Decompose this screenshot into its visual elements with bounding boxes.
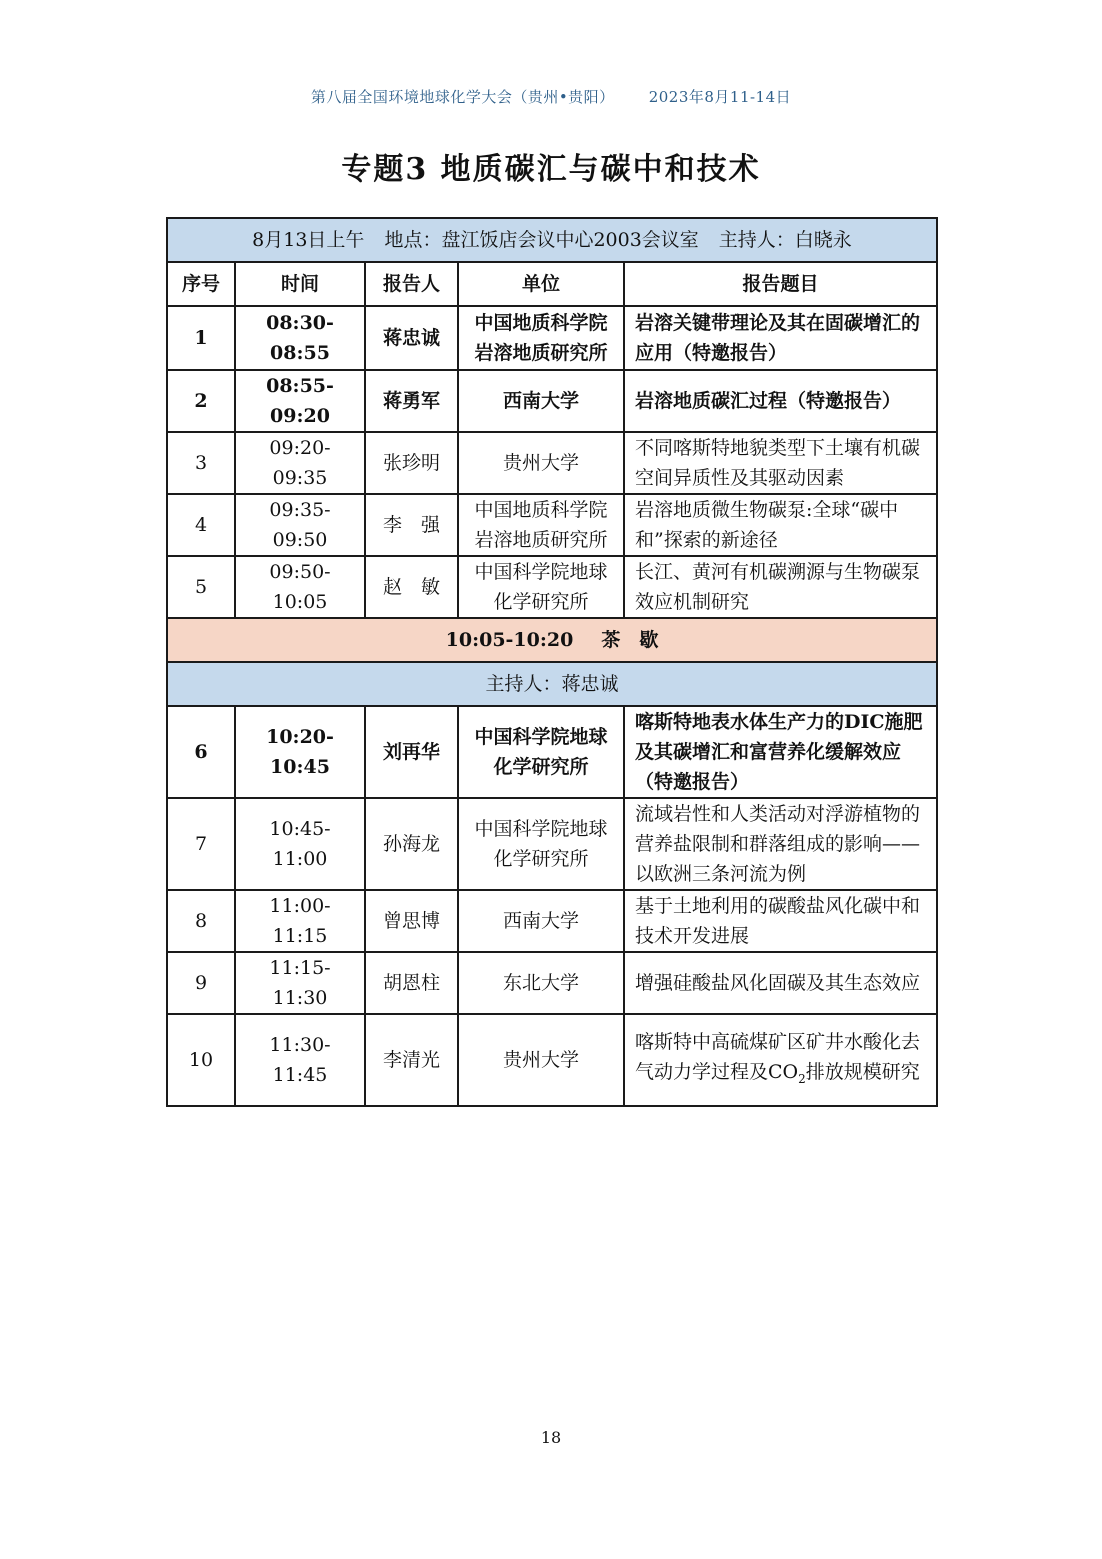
talk-time: 09:35-09:50: [235, 494, 365, 556]
talk-no: 2: [167, 370, 235, 432]
talk-no: 10: [167, 1014, 235, 1106]
talk-no: 5: [167, 556, 235, 618]
tea-break-label: 茶 歇: [601, 629, 659, 651]
talk-speaker: 刘再华: [365, 706, 458, 798]
table-row: [167, 556, 937, 618]
talk-topic: 长江、黄河有机碳溯源与生物碳泵效应机制研究: [624, 556, 937, 618]
talk-unit: 贵州大学: [458, 1014, 624, 1106]
session-date: 8月13日上午: [252, 229, 365, 251]
talk-no: 8: [167, 890, 235, 952]
talk-unit: 中国科学院地球化学研究所: [458, 706, 624, 798]
topic-subscript: 2: [798, 1071, 806, 1086]
col-header-unit: 单位: [458, 262, 624, 306]
table-row: [167, 706, 937, 798]
talk-time: 11:30-11:45: [235, 1014, 365, 1106]
table-row: [167, 952, 937, 1014]
talk-speaker: 张珍明: [365, 432, 458, 494]
col-header-topic: 报告题目: [624, 262, 937, 306]
talk-time: 09:20-09:35: [235, 432, 365, 494]
talk-speaker: 李清光: [365, 1014, 458, 1106]
talk-speaker: 胡恩柱: [365, 952, 458, 1014]
talk-unit: 贵州大学: [458, 432, 624, 494]
talk-unit: 中国地质科学院岩溶地质研究所: [458, 494, 624, 556]
talk-topic: 增强硅酸盐风化固碳及其生态效应: [624, 952, 937, 1014]
topic-text-pre: 喀斯特中高硫煤矿区矿井水酸化去气动力学过程及CO: [635, 1030, 921, 1083]
talk-no: 1: [167, 306, 235, 370]
col-header-time: 时间: [235, 262, 365, 306]
talk-unit: 中国地质科学院岩溶地质研究所: [458, 306, 624, 370]
topic-text-post: 排放规模研究: [805, 1060, 920, 1083]
talk-time: 09:50-10:05: [235, 556, 365, 618]
talk-time: 10:20-10:45: [235, 706, 365, 798]
talk-speaker: 蒋勇军: [365, 370, 458, 432]
col-header-no: 序号: [167, 262, 235, 306]
tea-break-row: [167, 618, 937, 662]
talk-no: 7: [167, 798, 235, 890]
page-number: 18: [540, 1428, 562, 1447]
talk-topic: 岩溶地质微生物碳泵:全球“碳中和”探索的新途径: [624, 494, 937, 556]
table-header-row: [167, 262, 937, 306]
talk-speaker: 赵 敏: [365, 556, 458, 618]
talk-topic: 岩溶关键带理论及其在固碳增汇的应用（特邀报告）: [624, 306, 937, 370]
table-row: [167, 370, 937, 432]
talk-speaker: 李 强: [365, 494, 458, 556]
session-host: 主持人：白晓永: [718, 229, 852, 251]
talk-no: 6: [167, 706, 235, 798]
table-row: [167, 890, 937, 952]
conference-name: 第八届全国环境地球化学大会（贵州•贵阳）: [310, 88, 615, 106]
conference-dates: 2023年8月11-14日: [648, 88, 792, 106]
talk-topic: 喀斯特地表水体生产力的DIC施肥及其碳增汇和富营养化缓解效应（特邀报告）: [624, 706, 937, 798]
session-banner: [167, 218, 937, 262]
table-row: [167, 306, 937, 370]
tea-break-time: 10:05-10:20: [445, 629, 574, 651]
schedule-table: [166, 217, 938, 1107]
talk-no: 3: [167, 432, 235, 494]
talk-speaker: 曾思博: [365, 890, 458, 952]
talk-topic: 不同喀斯特地貌类型下土壤有机碳空间异质性及其驱动因素: [624, 432, 937, 494]
table-row: [167, 798, 937, 890]
talk-time: 10:45-11:00: [235, 798, 365, 890]
talk-topic: 岩溶地质碳汇过程（特邀报告）: [624, 370, 937, 432]
talk-time: 11:00-11:15: [235, 890, 365, 952]
talk-no: 9: [167, 952, 235, 1014]
talk-no: 4: [167, 494, 235, 556]
talk-topic: 基于土地利用的碳酸盐风化碳中和技术开发进展: [624, 890, 937, 952]
talk-time: 08:30-08:55: [235, 306, 365, 370]
session-location: 地点：盘江饭店会议中心2003会议室: [384, 229, 699, 251]
talk-unit: 西南大学: [458, 890, 624, 952]
talk-topic: [624, 1014, 937, 1106]
talk-topic: 流域岩性和人类活动对浮游植物的营养盐限制和群落组成的影响——以欧洲三条河流为例: [624, 798, 937, 890]
talk-unit: 中国科学院地球化学研究所: [458, 556, 624, 618]
table-row: [167, 494, 937, 556]
talk-time: 11:15-11:30: [235, 952, 365, 1014]
talk-speaker: 孙海龙: [365, 798, 458, 890]
running-header: [0, 86, 1102, 107]
session-host: 主持人：蒋忠诚: [485, 673, 619, 695]
talk-time: 08:55-09:20: [235, 370, 365, 432]
table-row: [167, 432, 937, 494]
session-banner: [167, 662, 937, 706]
table-row: [167, 1014, 937, 1106]
page-title: 专题3 地质碳汇与碳中和技术: [341, 152, 761, 187]
col-header-speaker: 报告人: [365, 262, 458, 306]
talk-speaker: 蒋忠诚: [365, 306, 458, 370]
talk-unit: 西南大学: [458, 370, 624, 432]
talk-unit: 中国科学院地球化学研究所: [458, 798, 624, 890]
talk-unit: 东北大学: [458, 952, 624, 1014]
